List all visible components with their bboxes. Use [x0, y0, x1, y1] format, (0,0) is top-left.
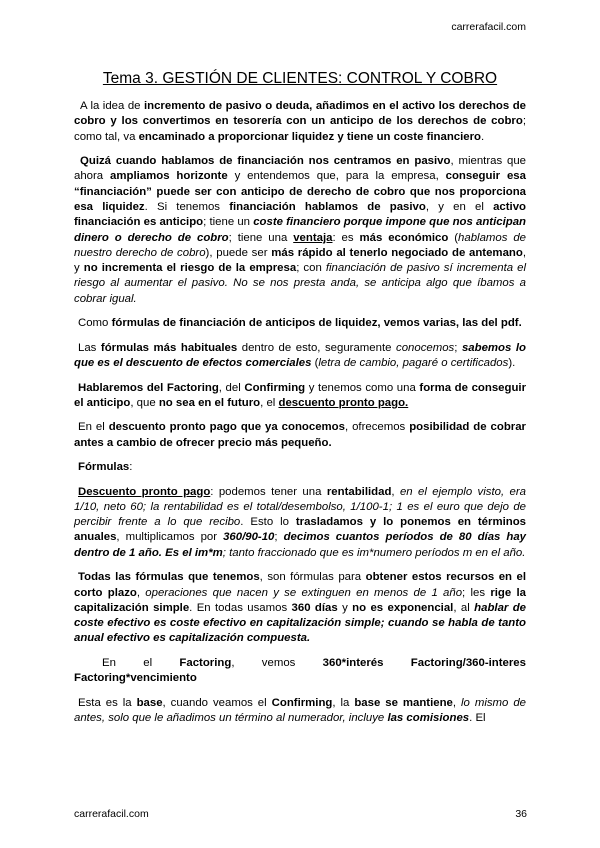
text-run: conseguir esa “financiación” puede ser con anticipo de derecho de cobro que nos proporciona esa liquidez: [74, 170, 526, 213]
text-run: En el: [78, 421, 109, 434]
text-run: y tenemos como una: [305, 381, 420, 394]
text-run: operaciones que nacen y se extinguen en menos de 1 año: [145, 586, 463, 599]
text-run: ; tiene una: [228, 231, 294, 244]
text-run: Hablaremos del Factoring: [78, 381, 219, 394]
text-run: , multiplicamos por: [116, 531, 224, 544]
text-run: Quizá cuando hablamos de financiación nos centramos en pasivo: [80, 155, 451, 168]
text-run: Descuento pronto pago: [78, 485, 211, 498]
text-run: fórmulas más habituales: [100, 341, 238, 354]
text-run: ,: [391, 485, 400, 498]
text-run: , que: [130, 396, 159, 409]
text-run: Todas las fórmulas que tenemos: [78, 571, 260, 584]
text-run: , son fórmulas para: [259, 571, 366, 584]
text-run: hablamos de nuestro derecho de cobro: [74, 231, 527, 259]
text-run: En el: [102, 656, 180, 669]
text-run: las comisiones: [387, 711, 470, 724]
text-run: ; les: [462, 586, 491, 599]
text-run: 360/90-10: [223, 531, 275, 544]
text-run: , y: [74, 246, 526, 275]
page-title: Tema 3. GESTIÓN DE CLIENTES: CONTROL Y COBRO: [102, 70, 498, 87]
text-run: hablar de coste efectivo es coste efectivo en capitalización simple; cuando se habla de tanto anual efectivo es capitalización compuesta.: [74, 601, 527, 645]
text-run: no incrementa el riesgo de la empresa: [83, 262, 297, 275]
text-run: (: [448, 231, 459, 244]
text-run: encaminado a proporcionar liquidez y tiene un coste financiero: [138, 130, 481, 143]
text-run: (: [311, 357, 319, 370]
text-run: Como: [78, 317, 112, 330]
paragraph-financiacion: [74, 154, 526, 307]
text-run: , al: [453, 601, 475, 614]
paragraph-formulas-intro: [74, 316, 526, 331]
text-run: . Si tenemos: [144, 200, 230, 213]
text-run: más económico: [359, 231, 449, 244]
text-run: ampliamos horizonte: [110, 170, 228, 183]
text-run: Fórmulas: [78, 461, 130, 474]
text-run: decimos cuantos períodos de 80 días hay dentro de 1 año. Es el im*m: [74, 531, 526, 559]
text-run: : podemos tener una: [210, 485, 327, 498]
text-run: sabemos lo que es el descuento de efectos comerciales: [74, 341, 526, 370]
text-run: no es exponencial: [352, 601, 454, 614]
text-run: conocemos: [396, 341, 455, 354]
text-run: y entendemos que, para la empresa,: [227, 170, 446, 183]
text-run: más rápido al tenerlo negociado de antemano: [271, 246, 523, 259]
paragraph-capitalizacion: [74, 570, 526, 646]
text-run: ; con: [296, 262, 326, 275]
text-run: , la: [332, 696, 355, 709]
paragraph-factoring-formula: [74, 656, 526, 687]
text-run: descuento pronto pago que ya conocemos: [108, 421, 345, 434]
text-run: descuento pronto pago.: [278, 396, 409, 409]
paragraph-formulas-heading: [74, 460, 526, 475]
text-run: rentabilidad: [326, 485, 392, 498]
text-run: ; como tal, va: [74, 115, 526, 143]
text-run: ; tanto fraccionado que es im*numero períodos m en el año.: [222, 546, 526, 559]
text-run: ,: [452, 696, 462, 709]
page-number: 36: [515, 808, 527, 820]
text-run: , el: [260, 396, 279, 409]
text-run: ; tiene un: [203, 216, 254, 229]
text-run: fórmulas de financiación de anticipos de liquidez, vemos varias, las del pdf.: [111, 317, 522, 330]
text-run: ;: [274, 531, 284, 544]
text-run: ,: [136, 586, 146, 599]
text-run: lo mismo de antes, solo que le añadimos un término al numerador, incluye: [74, 696, 526, 724]
text-run: posibilidad de cobrar antes a cambio de ofrecer precio más pequeño.: [74, 421, 526, 449]
paragraph-confirming: [74, 696, 526, 727]
text-run: dentro de esto, seguramente: [237, 341, 396, 354]
text-run: A la idea de: [80, 100, 144, 112]
text-run: :: [129, 461, 133, 474]
text-run: Las: [78, 341, 101, 354]
header-site: carrerafacil.com: [451, 21, 526, 33]
text-run: 360 días: [291, 601, 338, 614]
text-run: , ofrecemos: [344, 421, 410, 434]
text-run: obtener estos recursos en el corto plazo: [74, 571, 526, 599]
text-run: Factoring: [179, 656, 232, 669]
paragraph-descuento-formula: [74, 485, 526, 561]
text-run: ).: [508, 357, 516, 370]
paragraph-pasivo-deuda: [74, 99, 526, 145]
paragraph-descuento-pronto-pago: [74, 420, 526, 451]
text-run: Confirming: [244, 381, 306, 394]
text-run: incremento de pasivo o deuda, añadimos en el activo los derechos de cobro y los convertimos en tesorería con un anticipo de los derechos de cobro: [74, 100, 526, 128]
text-run: , del: [218, 381, 245, 394]
text-run: base se mantiene: [354, 696, 453, 709]
text-run: : es: [332, 231, 360, 244]
text-run: Esta es la: [78, 696, 137, 709]
footer-site: carrerafacil.com: [74, 808, 149, 820]
text-run: financiación hablamos de pasivo: [229, 200, 426, 213]
text-run: ), puede ser: [205, 246, 272, 259]
text-run: .: [481, 130, 485, 143]
text-run: financiación de pasivo sí incrementa el riesgo al aumentar el pasivo. No se nos presta anda, se anticipa algo que íbamos a cobrar igual.: [74, 262, 527, 305]
text-run: ;: [454, 341, 462, 354]
text-run: activo financiación es anticipo: [74, 200, 526, 229]
text-run: forma de conseguir el anticipo: [74, 381, 527, 409]
text-run: . Esto lo: [240, 516, 296, 529]
text-run: letra de cambio, pagaré o certificados: [318, 357, 509, 370]
document-body: [74, 99, 526, 735]
paragraph-formulas-habituales: [74, 341, 526, 372]
text-run: Confirming: [271, 696, 333, 709]
text-run: , cuando veamos el: [162, 696, 272, 709]
text-run: no sea en el futuro: [158, 396, 261, 409]
text-run: base: [136, 696, 163, 709]
text-run: coste financiero porque impone que nos anticipan dinero o derecho de cobro: [74, 216, 527, 244]
text-run: , mientras que ahora: [74, 155, 526, 183]
text-run: 360*interés Factoring/360-interes Factoring*vencimiento: [74, 656, 526, 685]
paragraph-factoring-confirming: [74, 381, 526, 412]
text-run: , y en el: [425, 200, 494, 213]
text-run: ventaja: [293, 231, 333, 244]
text-run: . En todas usamos: [189, 601, 292, 614]
text-run: , vemos: [231, 656, 323, 669]
text-run: . El: [469, 711, 486, 724]
text-run: en el ejemplo visto, era 1/10, neto 60; la rentabilidad es el total/desembolso, 1/100-1; 1 es el euro que dejo de percibir frente a lo que recibo: [74, 485, 526, 529]
text-run: trasladamos y lo ponemos en términos anuales: [74, 516, 526, 544]
text-run: y: [337, 601, 353, 614]
text-run: rige la capitalización simple: [74, 586, 526, 614]
